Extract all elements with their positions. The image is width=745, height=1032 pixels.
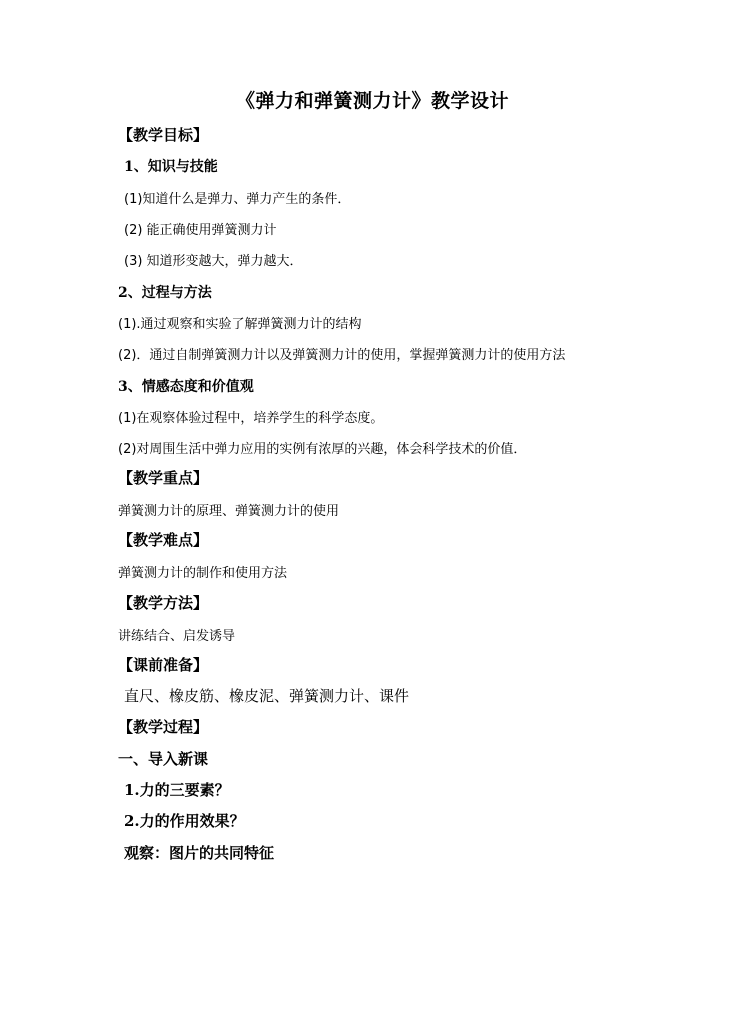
process-heading: 2、过程与方法: [118, 285, 212, 301]
knowledge-item-1: (1)知道什么是弹力、弹力产生的条件．: [124, 192, 351, 207]
intro-heading: 一、导入新课: [118, 750, 209, 768]
preparation-heading: 【课前准备】: [118, 656, 209, 674]
methods-heading: 【教学方法】: [118, 594, 209, 612]
key-points-heading: 【教学重点】: [118, 469, 209, 487]
emotion-item-2: (2)对周围生活中弹力应用的实例有浓厚的兴趣，体会科学技术的价值．: [118, 442, 527, 457]
observe-line: 观察：图片的共同特征: [124, 844, 275, 862]
difficulties-heading: 【教学难点】: [118, 531, 209, 549]
teaching-process-heading: 【教学过程】: [118, 718, 209, 736]
emotion-item-1: (1)在观察体验过程中，培养学生的科学态度。: [118, 411, 384, 426]
knowledge-heading: 1、知识与技能: [124, 159, 218, 175]
question-1: 1.力的三要素？: [124, 781, 230, 799]
process-item-2: (2)．通过自制弹簧测力计以及弹簧测力计的使用，掌握弹簧测力计的使用方法: [118, 348, 566, 363]
objectives-heading: 【教学目标】: [118, 126, 209, 144]
methods-text: 讲练结合、启发诱导: [118, 629, 236, 644]
preparation-text: 直尺、橡皮筋、橡皮泥、弹簧测力计、课件: [124, 687, 410, 705]
emotion-heading: 3、情感态度和价值观: [118, 379, 254, 395]
document-title: 《弹力和弹簧测力计》教学设计: [235, 90, 509, 112]
knowledge-item-2: (2) 能正确使用弹簧测力计: [124, 223, 277, 238]
knowledge-item-3: (3) 知道形变越大，弹力越大．: [124, 254, 303, 269]
difficulties-text: 弹簧测力计的制作和使用方法: [118, 566, 288, 581]
key-points-text: 弹簧测力计的原理、弹簧测力计的使用: [118, 504, 340, 519]
process-item-1: (1).通过观察和实验了解弹簧测力计的结构: [118, 317, 362, 332]
question-2: 2.力的作用效果？: [124, 812, 245, 830]
